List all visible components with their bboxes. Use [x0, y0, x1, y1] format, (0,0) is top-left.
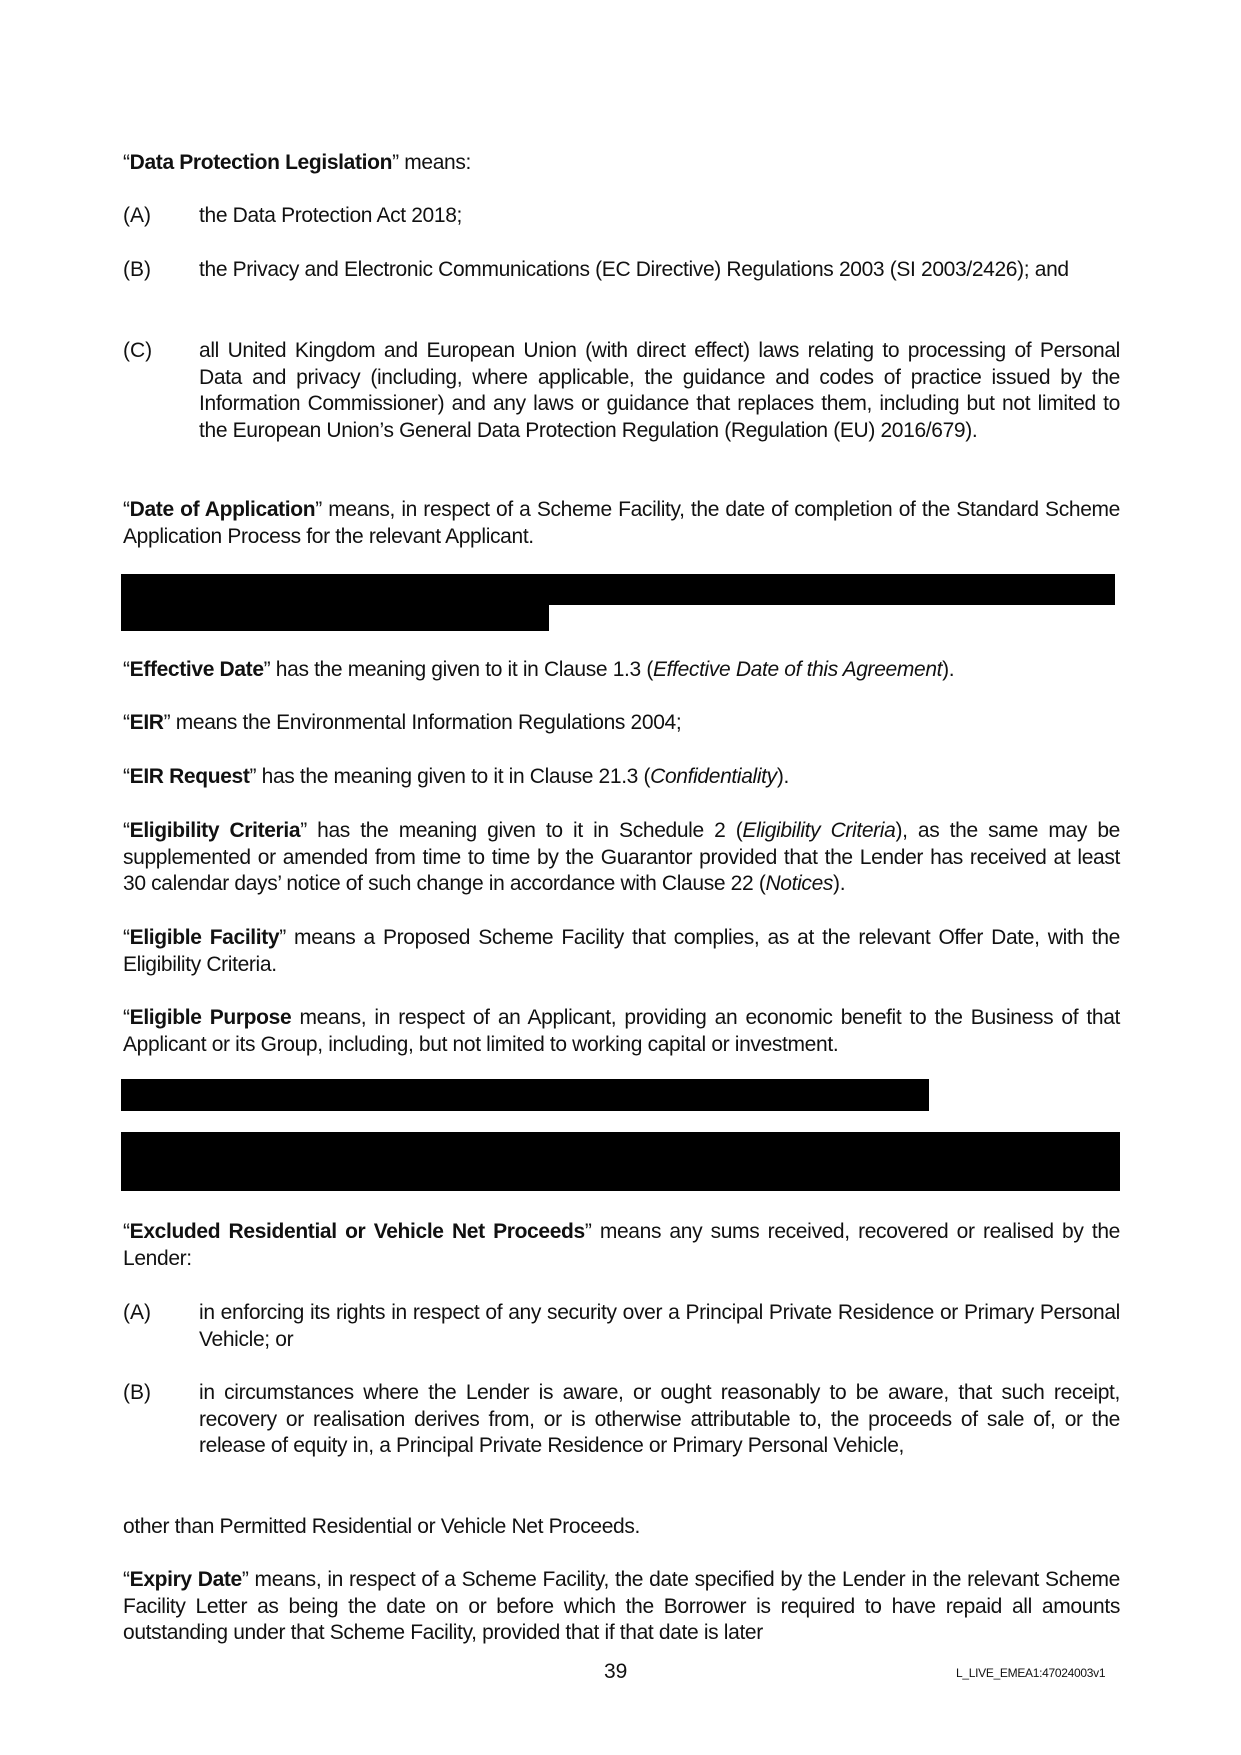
item-text: in circumstances where the Lender is aware, or ought reasonably to be aware, that such receipt, recovery or realisation derives from, or is otherwise attributable to, the proceeds of sale of, or the release of equity in, a Principal Private Residence or Primary Personal Vehicle,	[199, 1381, 1120, 1457]
definition-text: means, in respect of an Applicant, providing an economic benefit to the Business of that Applicant or its Group, including, but not limited to working capital or investment.	[123, 1006, 1121, 1056]
open-quote: “	[123, 765, 130, 788]
clause-reference: Notices	[765, 872, 834, 895]
definition-text: ” means a Proposed Scheme Facility that complies, as at the relevant Offer Date, with the Eligibility Criteria.	[123, 926, 1120, 976]
definition-eligible-facility	[123, 925, 1120, 978]
item-label: (B)	[123, 1381, 151, 1404]
defined-term: EIR	[129, 711, 164, 734]
document-id: L_LIVE_EMEA1:47024003v1	[956, 1666, 1106, 1680]
clause-reference: Effective Date of this Agreement	[652, 658, 943, 681]
definition-eir	[123, 710, 1120, 737]
definition-text: ” means, in respect of a Scheme Facility, the date of completion of the Standard Scheme Application Process for the relevant Applicant.	[123, 498, 1120, 548]
defined-term: Effective Date	[129, 658, 264, 681]
definition-closing-text: other than Permitted Residential or Vehicle Net Proceeds.	[123, 1515, 641, 1538]
item-label: (A)	[123, 1301, 151, 1324]
page-number: 39	[604, 1660, 628, 1683]
defined-term: Excluded Residential or Vehicle Net Proceeds	[129, 1220, 585, 1243]
definition-text: ” has the meaning given to it in Clause 21.3 (	[249, 765, 651, 788]
item-text: all United Kingdom and European Union (with direct effect) laws relating to processing of Personal Data and privacy (including, where applicable, the guidance and codes of practice issued by the Information Commissioner) and any laws or guidance that replaces them, including but not limited to the European Union’s General Data Protection Regulation (Regulation (EU) 2016/679).	[199, 339, 1120, 442]
open-quote: “	[123, 1220, 130, 1243]
open-quote: “	[123, 926, 130, 949]
redaction-block	[121, 574, 1115, 605]
definition-date-of-application	[123, 497, 1120, 550]
open-quote: “	[123, 819, 130, 842]
defined-term: Eligible Facility	[129, 926, 280, 949]
list-item-dpl-c	[123, 338, 1120, 444]
definition-eir-request	[123, 764, 1120, 791]
definition-text: ” means, in respect of a Scheme Facility, the date specified by the Lender in the relevant Scheme Facility Letter as being the date on or before which the Borrower is required to have repaid all amounts outstanding under that Scheme Facility, provided that if that date is later	[123, 1568, 1120, 1644]
defined-term: Date of Application	[129, 498, 316, 521]
redaction-block	[121, 1132, 1120, 1191]
definition-eligible-purpose	[123, 1005, 1120, 1058]
list-item-dpl-b	[123, 257, 1120, 284]
item-text: in enforcing its rights in respect of any security over a Principal Private Residence or Primary Personal Vehicle; or	[199, 1301, 1120, 1351]
definition-text: ” has the meaning given to it in Clause 1.3 (	[263, 658, 653, 681]
open-quote: “	[123, 658, 130, 681]
defined-term: EIR Request	[129, 765, 250, 788]
schedule-reference: Eligibility Criteria	[742, 819, 896, 842]
defined-term: Eligibility Criteria	[129, 819, 301, 842]
item-text: the Privacy and Electronic Communications (EC Directive) Regulations 2003 (SI 2003/2426); and	[199, 258, 1069, 281]
redaction-block	[121, 604, 549, 631]
definition-text: ” means any sums received, recovered or realised by the Lender:	[123, 1220, 1120, 1270]
definition-data-protection-legislation	[123, 150, 1120, 177]
definition-text: ” has the meaning given to it in Schedule 2 (	[300, 819, 743, 842]
definition-lead: ” means:	[392, 151, 471, 174]
list-item-dpl-a	[123, 203, 1120, 230]
redaction-block	[121, 1079, 929, 1111]
item-label: (B)	[123, 258, 151, 281]
definition-tail: ).	[942, 658, 955, 681]
item-text: the Data Protection Act 2018;	[199, 204, 463, 227]
definition-tail: ).	[833, 872, 846, 895]
item-label: (A)	[123, 204, 151, 227]
definition-text: ” means the Environmental Information Regulations 2004;	[163, 711, 682, 734]
open-quote: “	[123, 711, 130, 734]
definition-text-mid: ), as the same may be supplemented or amended from time to time by the Guarantor provided that the Lender has received at least 30 calendar days’ notice of such change in accordance with Clause 22 (	[123, 819, 1120, 895]
definition-eligibility-criteria	[123, 818, 1120, 898]
open-quote: “	[123, 151, 130, 174]
list-item-excluded-b	[123, 1380, 1120, 1460]
defined-term: Eligible Purpose	[129, 1006, 292, 1029]
defined-term: Expiry Date	[129, 1568, 242, 1591]
open-quote: “	[123, 498, 130, 521]
definition-excluded-net-proceeds	[123, 1219, 1120, 1272]
clause-reference: Confidentiality	[650, 765, 777, 788]
list-item-excluded-a	[123, 1300, 1120, 1353]
definition-expiry-date	[123, 1567, 1120, 1647]
defined-term: Data Protection Legislation	[129, 151, 393, 174]
open-quote: “	[123, 1568, 130, 1591]
item-label: (C)	[123, 339, 153, 362]
definition-tail: ).	[776, 765, 789, 788]
open-quote: “	[123, 1006, 130, 1029]
definition-effective-date	[123, 657, 1120, 684]
